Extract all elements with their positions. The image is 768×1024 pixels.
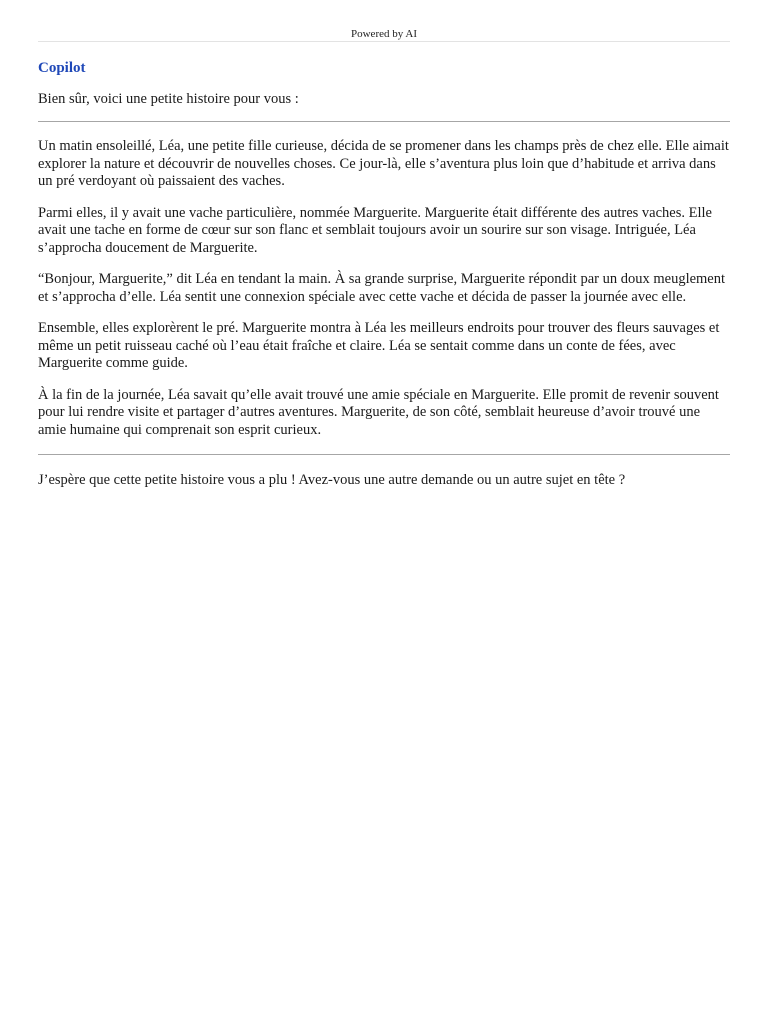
story-paragraph: Ensemble, elles explorèrent le pré. Marguerite montra à Léa les meilleurs endroits pour trouver des fleurs sauvages et même un petit ruisseau caché où l’eau était fraîche et claire. Léa se sentait comme dans un conte de fées, avec Marguerite comme guide.	[38, 320, 720, 371]
speaker-name: Copilot	[38, 60, 86, 76]
outro-text: J’espère que cette petite histoire vous a plu ! Avez-vous une autre demande ou un autre sujet en tête ?	[38, 472, 626, 488]
header-divider	[38, 41, 730, 42]
story-bottom-divider	[38, 454, 730, 455]
message-container	[38, 58, 730, 489]
story-paragraph: “Bonjour, Marguerite,” dit Léa en tendant la main. À sa grande surprise, Marguerite répondit par un doux meuglement et s’approcha d’elle. Léa sentit une connexion spéciale avec cette vache et décida de passer la journée avec elle.	[38, 271, 726, 305]
story-body	[38, 138, 730, 439]
story-paragraph: Un matin ensoleillé, Léa, une petite fille curieuse, décida de se promener dans les champs près de chez elle. Elle aimait explorer la nature et découvrir de nouvelles choses. Ce jour-là, elle s’aventura plus loin que d’habitude et arriva dans un pré verdoyant où paissaient des vaches.	[38, 138, 729, 189]
story-paragraph: Parmi elles, il y avait une vache particulière, nommée Marguerite. Marguerite était différente des autres vaches. Elle avait une tache en forme de cœur sur son flanc et semblait toujours avoir un sourire sur son visage. Intriguée, Léa s’approcha doucement de Marguerite.	[38, 204, 712, 256]
powered-by-header: Powered by AI	[351, 28, 417, 40]
story-paragraph: À la fin de la journée, Léa savait qu’elle avait trouvé une amie spéciale en Marguerite. Elle promit de revenir souvent pour lui rendre visite et partager d’autres aventures. Marguerite, de son côté, semblait heureuse d’avoir trouvé une amie humaine qui comprenait son esprit curieux.	[38, 386, 719, 438]
intro-text: Bien sûr, voici une petite histoire pour vous :	[38, 91, 299, 107]
story-top-divider	[38, 121, 730, 122]
